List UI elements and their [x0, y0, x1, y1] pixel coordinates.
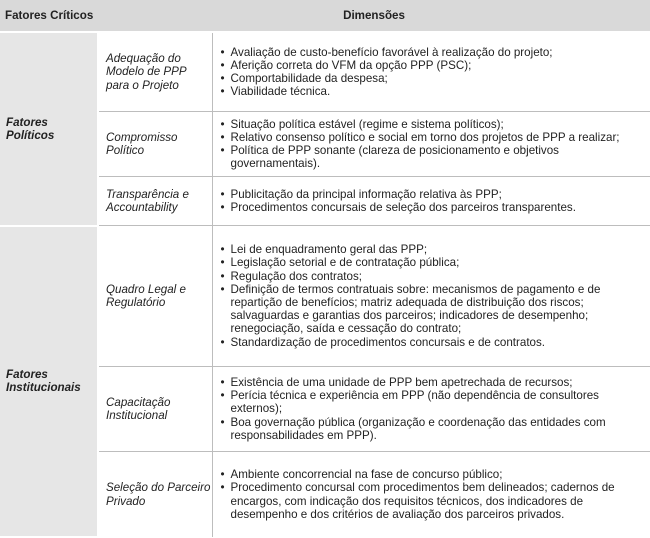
- list-item: • Publicitação da principal informação relativa às PPP;: [221, 188, 650, 201]
- list-item: • Definição de termos contratuais sobre: mecanismos de pagamento e de repartição de benefícios; matriz adequada de distribuição dos riscos; salvaguardas e garantias dos parceiros; indicadores de desempenho; renegociação, saída e cessação do contrato;: [221, 283, 650, 336]
- sub-factor: Adequação do Modelo de PPP para o Projeto: [98, 32, 212, 112]
- list-item: • Legislação setorial e de contratação pública;: [221, 256, 650, 269]
- table-header-row: [0, 0, 650, 32]
- factor-institutional: Fatores Institucionais: [0, 226, 98, 538]
- list-item: • Comportabilidade da despesa;: [221, 72, 650, 85]
- sub-factor: Transparência e Accountability: [98, 177, 212, 226]
- dimension-list: [221, 46, 650, 99]
- dimension-list: [221, 243, 650, 349]
- table-row: [0, 32, 650, 112]
- list-item: • Procedimento concursal com procedimentos bem delineados; cadernos de encargos, com indicação dos requisitos técnicos, dos indicadores de desempenho e dos critérios de avaliação dos parceiros privados.: [221, 481, 650, 521]
- dimension-list-cell: [212, 112, 650, 177]
- dimension-list: [221, 118, 650, 171]
- sub-factor: Capacitação Institucional: [98, 367, 212, 452]
- list-item: • Lei de enquadramento geral das PPP;: [221, 243, 650, 256]
- sub-factor: Quadro Legal e Regulatório: [98, 226, 212, 367]
- dimension-list: [221, 376, 650, 442]
- sub-factor: Compromisso Político: [98, 112, 212, 177]
- dimension-list-cell: [212, 226, 650, 367]
- list-item: • Existência de uma unidade de PPP bem apetrechada de recursos;: [221, 376, 650, 389]
- header-dimensions: Dimensões: [98, 0, 650, 32]
- dimension-list-cell: [212, 367, 650, 452]
- list-item: • Procedimentos concursais de seleção dos parceiros transparentes.: [221, 201, 650, 214]
- factor-political: Fatores Políticos: [0, 32, 98, 226]
- list-item: • Regulação dos contratos;: [221, 270, 650, 283]
- dimension-list-cell: [212, 452, 650, 538]
- dimension-list-cell: [212, 177, 650, 226]
- dimension-list: [221, 468, 650, 521]
- list-item: • Ambiente concorrencial na fase de concurso público;: [221, 468, 650, 481]
- list-item: • Aferição correta do VFM da opção PPP (PSC);: [221, 59, 650, 72]
- list-item: • Boa governação pública (organização e coordenação das entidades com responsabilidades em PPP).: [221, 416, 650, 442]
- dimension-list: [221, 188, 650, 214]
- list-item: • Situação política estável (regime e sistema políticos);: [221, 118, 650, 131]
- dimension-list-cell: [212, 32, 650, 112]
- table-row: [0, 226, 650, 367]
- table-row: [0, 112, 650, 177]
- table-row: [0, 367, 650, 452]
- list-item: • Viabilidade técnica.: [221, 85, 650, 98]
- list-item: • Política de PPP sonante (clareza de posicionamento e objetivos governamentais).: [221, 144, 650, 170]
- list-item: • Relativo consenso político e social em torno dos projetos de PPP a realizar;: [221, 131, 650, 144]
- list-item: • Avaliação de custo-benefício favorável à realização do projeto;: [221, 46, 650, 59]
- list-item: • Perícia técnica e experiência em PPP (não dependência de consultores externos);: [221, 389, 650, 415]
- list-item: • Standardização de procedimentos concursais e de contratos.: [221, 336, 650, 349]
- sub-factor: Seleção do Parceiro Privado: [98, 452, 212, 538]
- table-row: [0, 452, 650, 538]
- header-critical-factors: Fatores Críticos: [0, 0, 98, 32]
- table-row: [0, 177, 650, 226]
